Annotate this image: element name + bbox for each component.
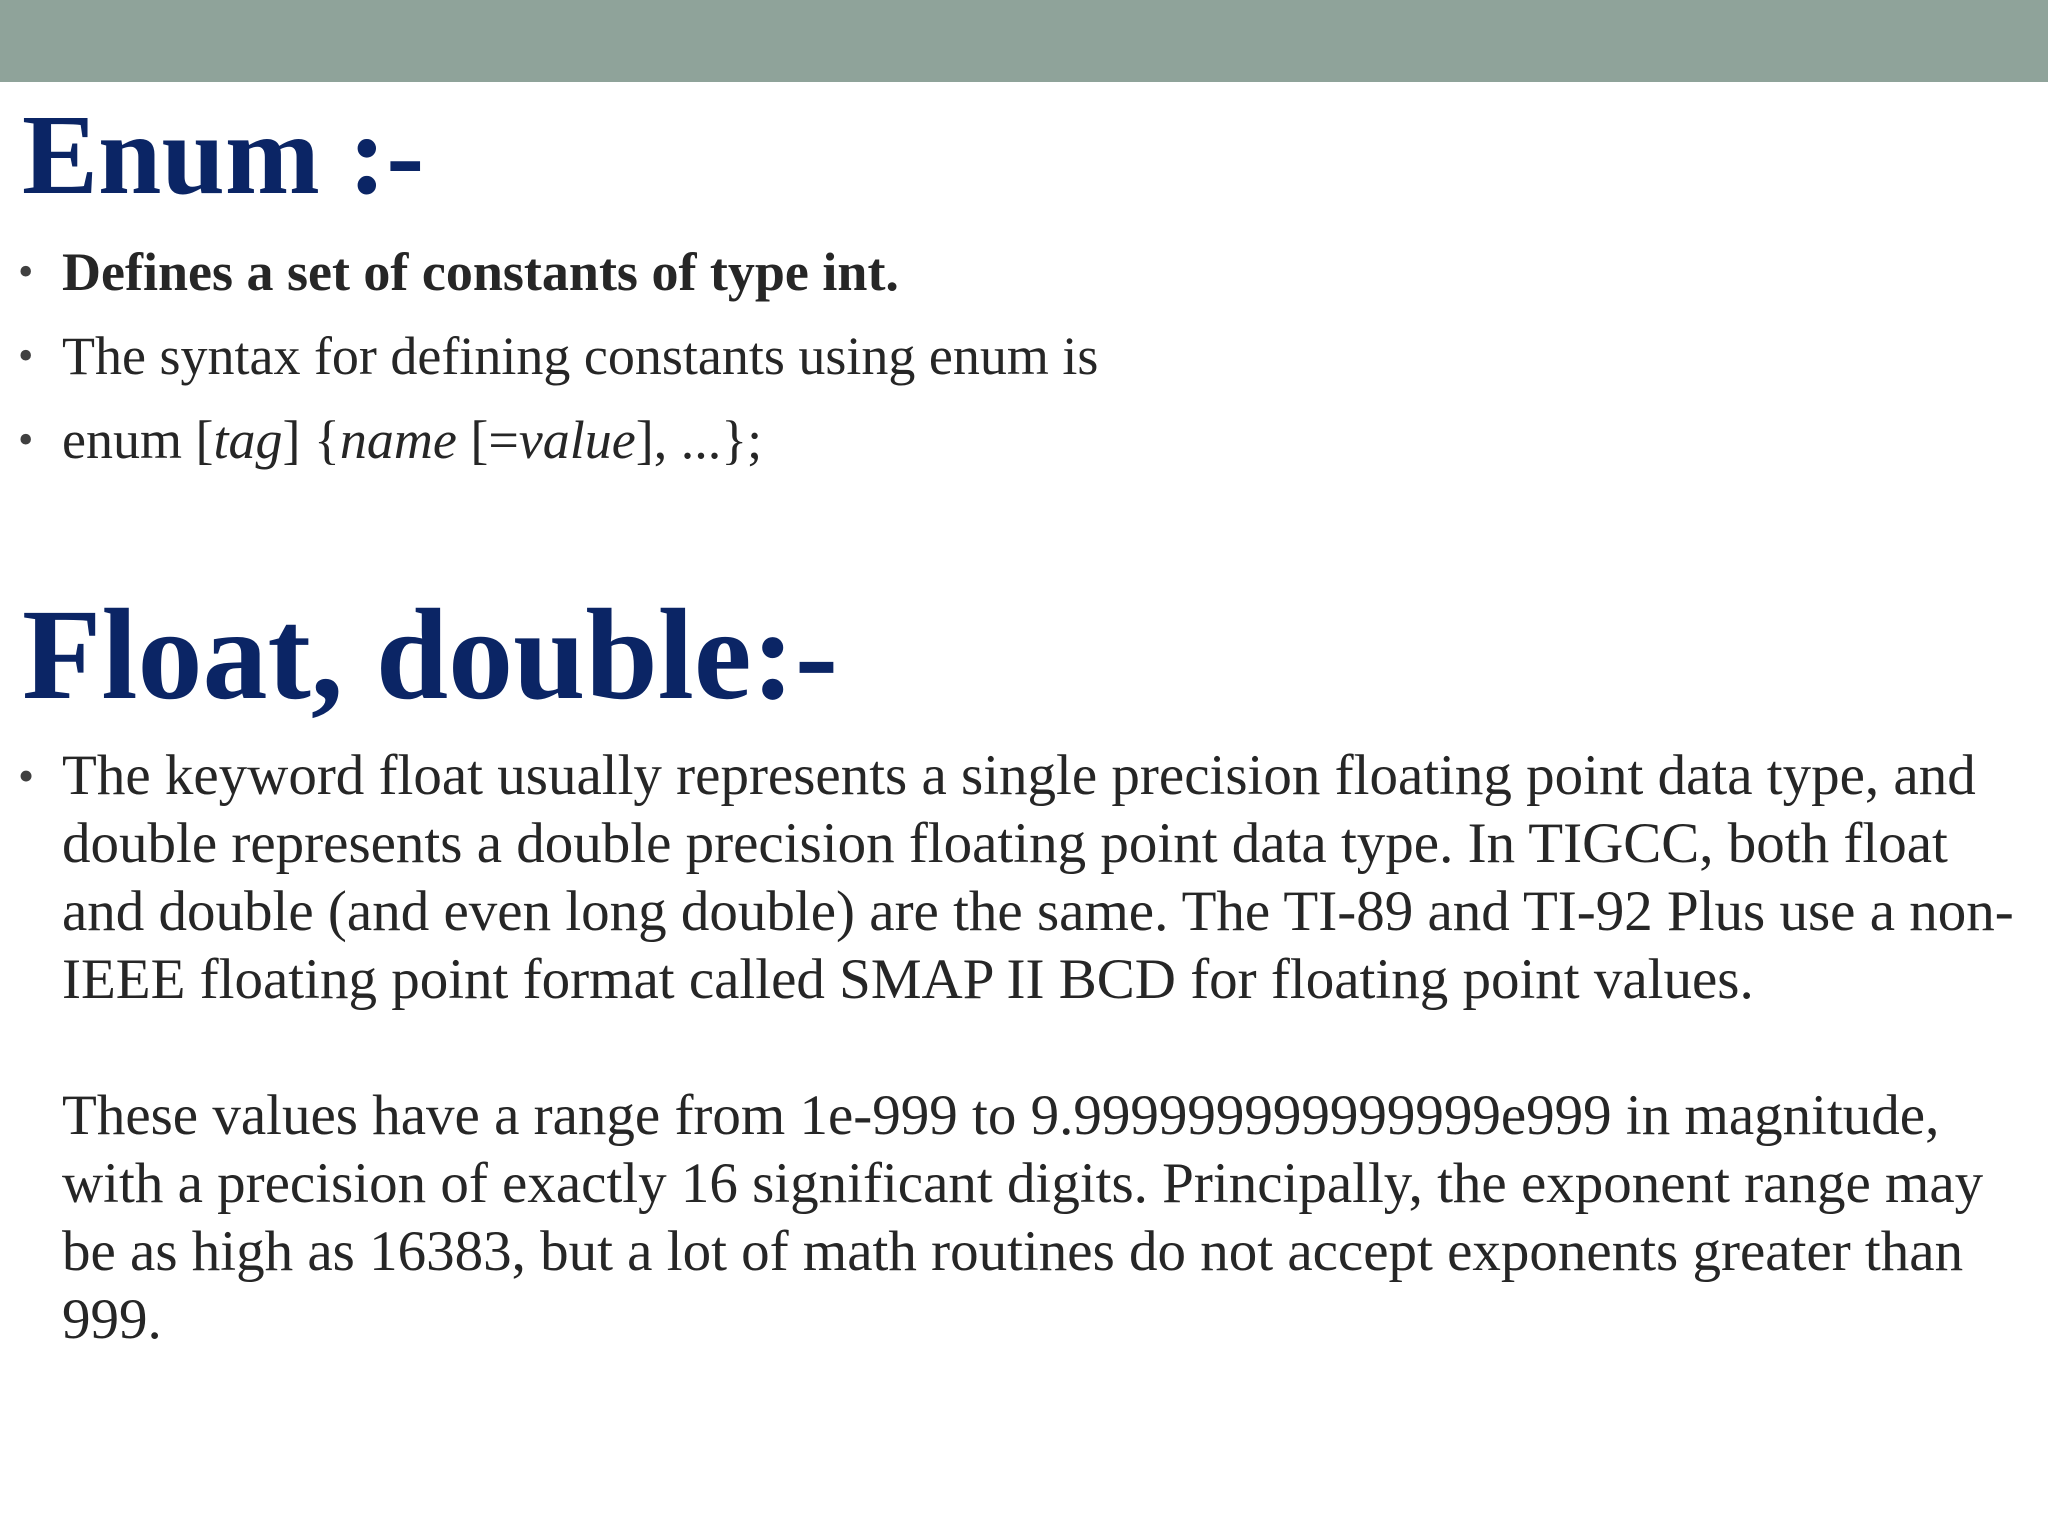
enum-bullet-definition — [0, 230, 2048, 314]
bullet-icon: • — [18, 247, 34, 296]
enum-syntax-line — [62, 410, 762, 470]
enum-heading: Enum :- — [22, 91, 425, 218]
enum-syntax-intro-text: The syntax for defining constants using enum is — [62, 326, 1099, 386]
float-double-heading: Float, double:- — [22, 583, 839, 727]
enum-bullet-syntax — [0, 398, 2048, 482]
float-bullet-list — [0, 742, 2048, 1354]
syntax-value: value — [518, 410, 636, 470]
paragraph-spacer — [62, 1014, 2022, 1082]
bullet-icon: • — [18, 331, 34, 380]
float-paragraph-types: The keyword float usually represents a single precision floating point data type, and double represents a double precision floating point data type. In TIGCC, both float and double (and even long double) are the same. The TI-89 and TI-92 Plus use a non-IEEE floating point format called SMAP II BCD for floating point values. — [62, 744, 2014, 1011]
syntax-part: ], ...}; — [635, 410, 763, 470]
enum-bullet-list — [0, 230, 2048, 482]
bullet-icon: • — [18, 750, 35, 801]
bullet-icon: • — [18, 415, 34, 464]
syntax-part: enum [ — [62, 410, 214, 470]
syntax-part: ] { — [282, 410, 340, 470]
slide-content — [0, 82, 2048, 1536]
syntax-name: name — [339, 410, 457, 470]
float-paragraph-range: These values have a range from 1e-999 to 9.999999999999999e999 in magnitude, with a precision of exactly 16 significant digits. Principally, the exponent range may be as high as 16383, but a lot of math routines do not accept exponents greater than 999. — [62, 1084, 1984, 1351]
syntax-part: [= — [456, 410, 519, 470]
float-bullet-description — [0, 742, 2022, 1354]
syntax-tag: tag — [213, 410, 283, 470]
slide-top-bar — [0, 0, 2048, 82]
enum-bullet-syntax-intro — [0, 314, 2048, 398]
enum-definition-text: Defines a set of constants of type int. — [62, 242, 899, 302]
